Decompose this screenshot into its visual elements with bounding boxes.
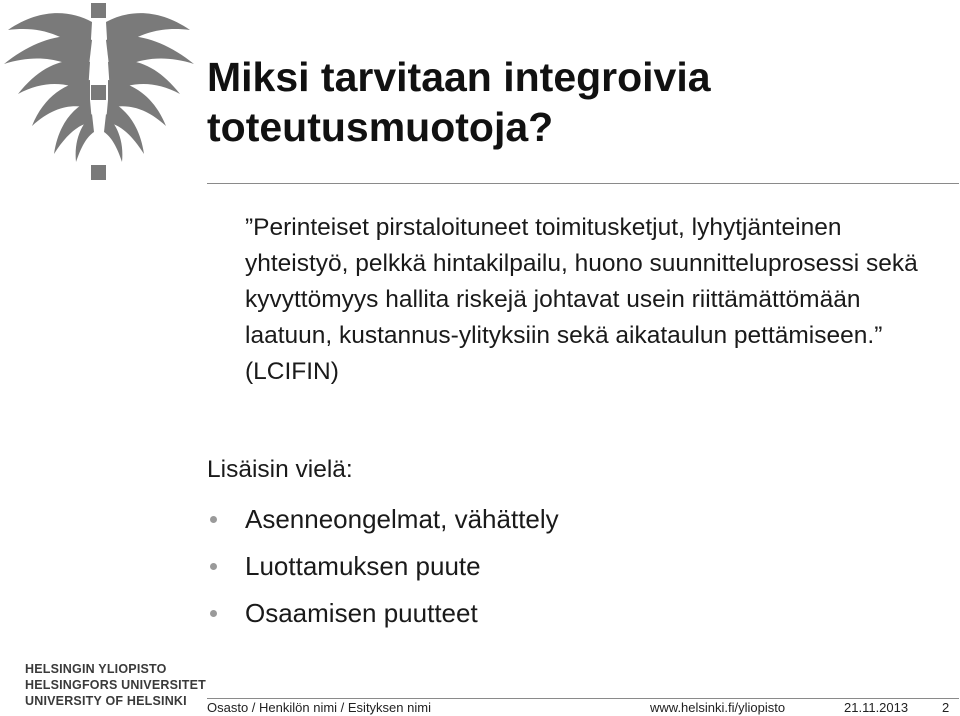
page-number: 2	[942, 700, 950, 715]
bullet-dot-icon	[210, 563, 217, 570]
university-flame-logo-icon	[0, 0, 200, 190]
footer-url[interactable]: www.helsinki.fi/yliopisto	[650, 700, 786, 715]
bullet-item	[207, 548, 559, 595]
footer-divider	[207, 698, 959, 699]
bullet-text: Asenneongelmat, vähättely	[245, 504, 559, 534]
university-name-sv: HELSINGFORS UNIVERSITET	[25, 678, 207, 692]
title-divider	[207, 183, 959, 184]
footer-presentation-info: Osasto / Henkilön nimi / Esityksen nimi	[207, 700, 431, 715]
bullet-item	[207, 595, 559, 642]
slide-title: Miksi tarvitaan integroivia toteutusmuotoja?	[207, 54, 711, 150]
university-name-en: UNIVERSITY OF HELSINKI	[25, 694, 187, 708]
university-name	[25, 661, 206, 709]
bullet-list	[207, 501, 559, 642]
bullet-item	[207, 501, 559, 548]
bullet-dot-icon	[210, 516, 217, 523]
bullet-dot-icon	[210, 610, 217, 617]
quote-paragraph: ”Perinteiset pirstaloituneet toimitusketjut, lyhytjänteinen yhteistyö, pelkkä hintakilpailu, huono suunnitteluprosessi sekä kyvyttömyys hallita riskejä johtavat usein riittämättömään laatuun, kustannus-ylityksiin sekä aikataulun pettämiseen.” (LCIFIN)	[245, 214, 918, 385]
bullet-text: Osaamisen puutteet	[245, 598, 478, 628]
university-name-fi: HELSINGIN YLIOPISTO	[25, 662, 167, 676]
footer-date: 21.11.2013	[844, 700, 909, 715]
sub-heading: Lisäisin vielä:	[207, 456, 353, 483]
bullet-text: Luottamuksen puute	[245, 551, 481, 581]
